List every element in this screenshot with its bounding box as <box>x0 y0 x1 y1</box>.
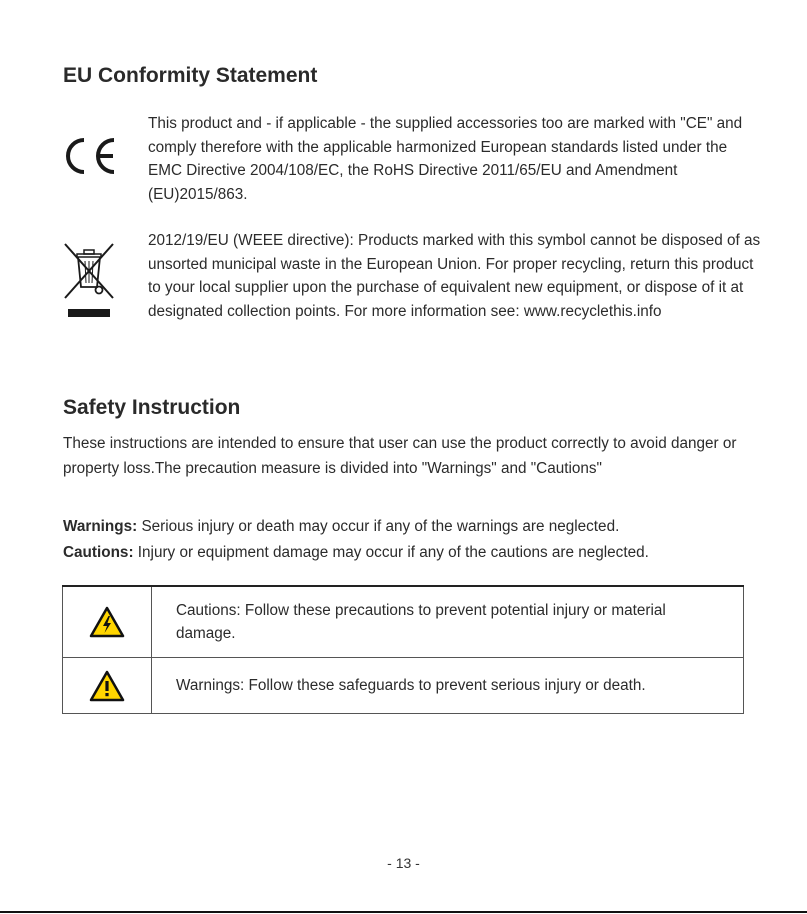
electrical-hazard-warning-icon <box>89 606 125 638</box>
cautions-definition <box>63 541 783 565</box>
page-number: - 13 - <box>387 855 420 871</box>
weee-statement-paragraph: 2012/19/EU (WEEE directive): Products marked with this symbol cannot be disposed of as unsorted municipal waste in the European Union. For proper recycling, return this product to your local supplier upon the purchase of equivalent new equipment, or dispose of it at designated collection points. For more information see: www.recyclethis.info <box>148 232 761 320</box>
cautions-label: Cautions: <box>63 544 134 561</box>
exclamation-warning-icon <box>89 670 125 702</box>
warnings-text: Serious injury or death may occur if any of the warnings are neglected. <box>137 518 620 535</box>
safety-instruction-heading: Safety Instruction <box>63 396 241 419</box>
cautions-text: Injury or equipment damage may occur if any of the cautions are neglected. <box>133 544 649 561</box>
ce-mark-icon <box>64 137 120 175</box>
table-row <box>63 586 744 658</box>
eu-conformity-heading: EU Conformity Statement <box>63 64 318 87</box>
crossed-out-wheelie-bin-icon <box>62 241 116 303</box>
table-icon-cell <box>63 586 152 658</box>
warnings-definition <box>63 515 773 539</box>
table-icon-cell <box>63 658 152 714</box>
table-text-cell: Cautions: Follow these precautions to prevent potential injury or material damage. <box>152 586 744 658</box>
table-row <box>63 658 744 714</box>
weee-black-bar <box>68 309 110 317</box>
safety-intro-paragraph: These instructions are intended to ensure that user can use the product correctly to avoid danger or property loss.The precaution measure is divided into "Warnings" and "Cautions" <box>63 435 737 477</box>
table-text-cell: Warnings: Follow these safeguards to prevent serious injury or death. <box>152 658 744 714</box>
safety-symbols-table <box>62 585 744 714</box>
bottom-divider <box>0 911 807 913</box>
ce-statement-paragraph: This product and - if applicable - the supplied accessories too are marked with "CE" and comply therefore with the applicable harmonized European standards listed under the EMC Directive 2004/108/EC, the RoHS Directive 2011/65/EU and Amendment (EU)2015/863. <box>148 115 743 203</box>
warnings-label: Warnings: <box>63 518 138 535</box>
